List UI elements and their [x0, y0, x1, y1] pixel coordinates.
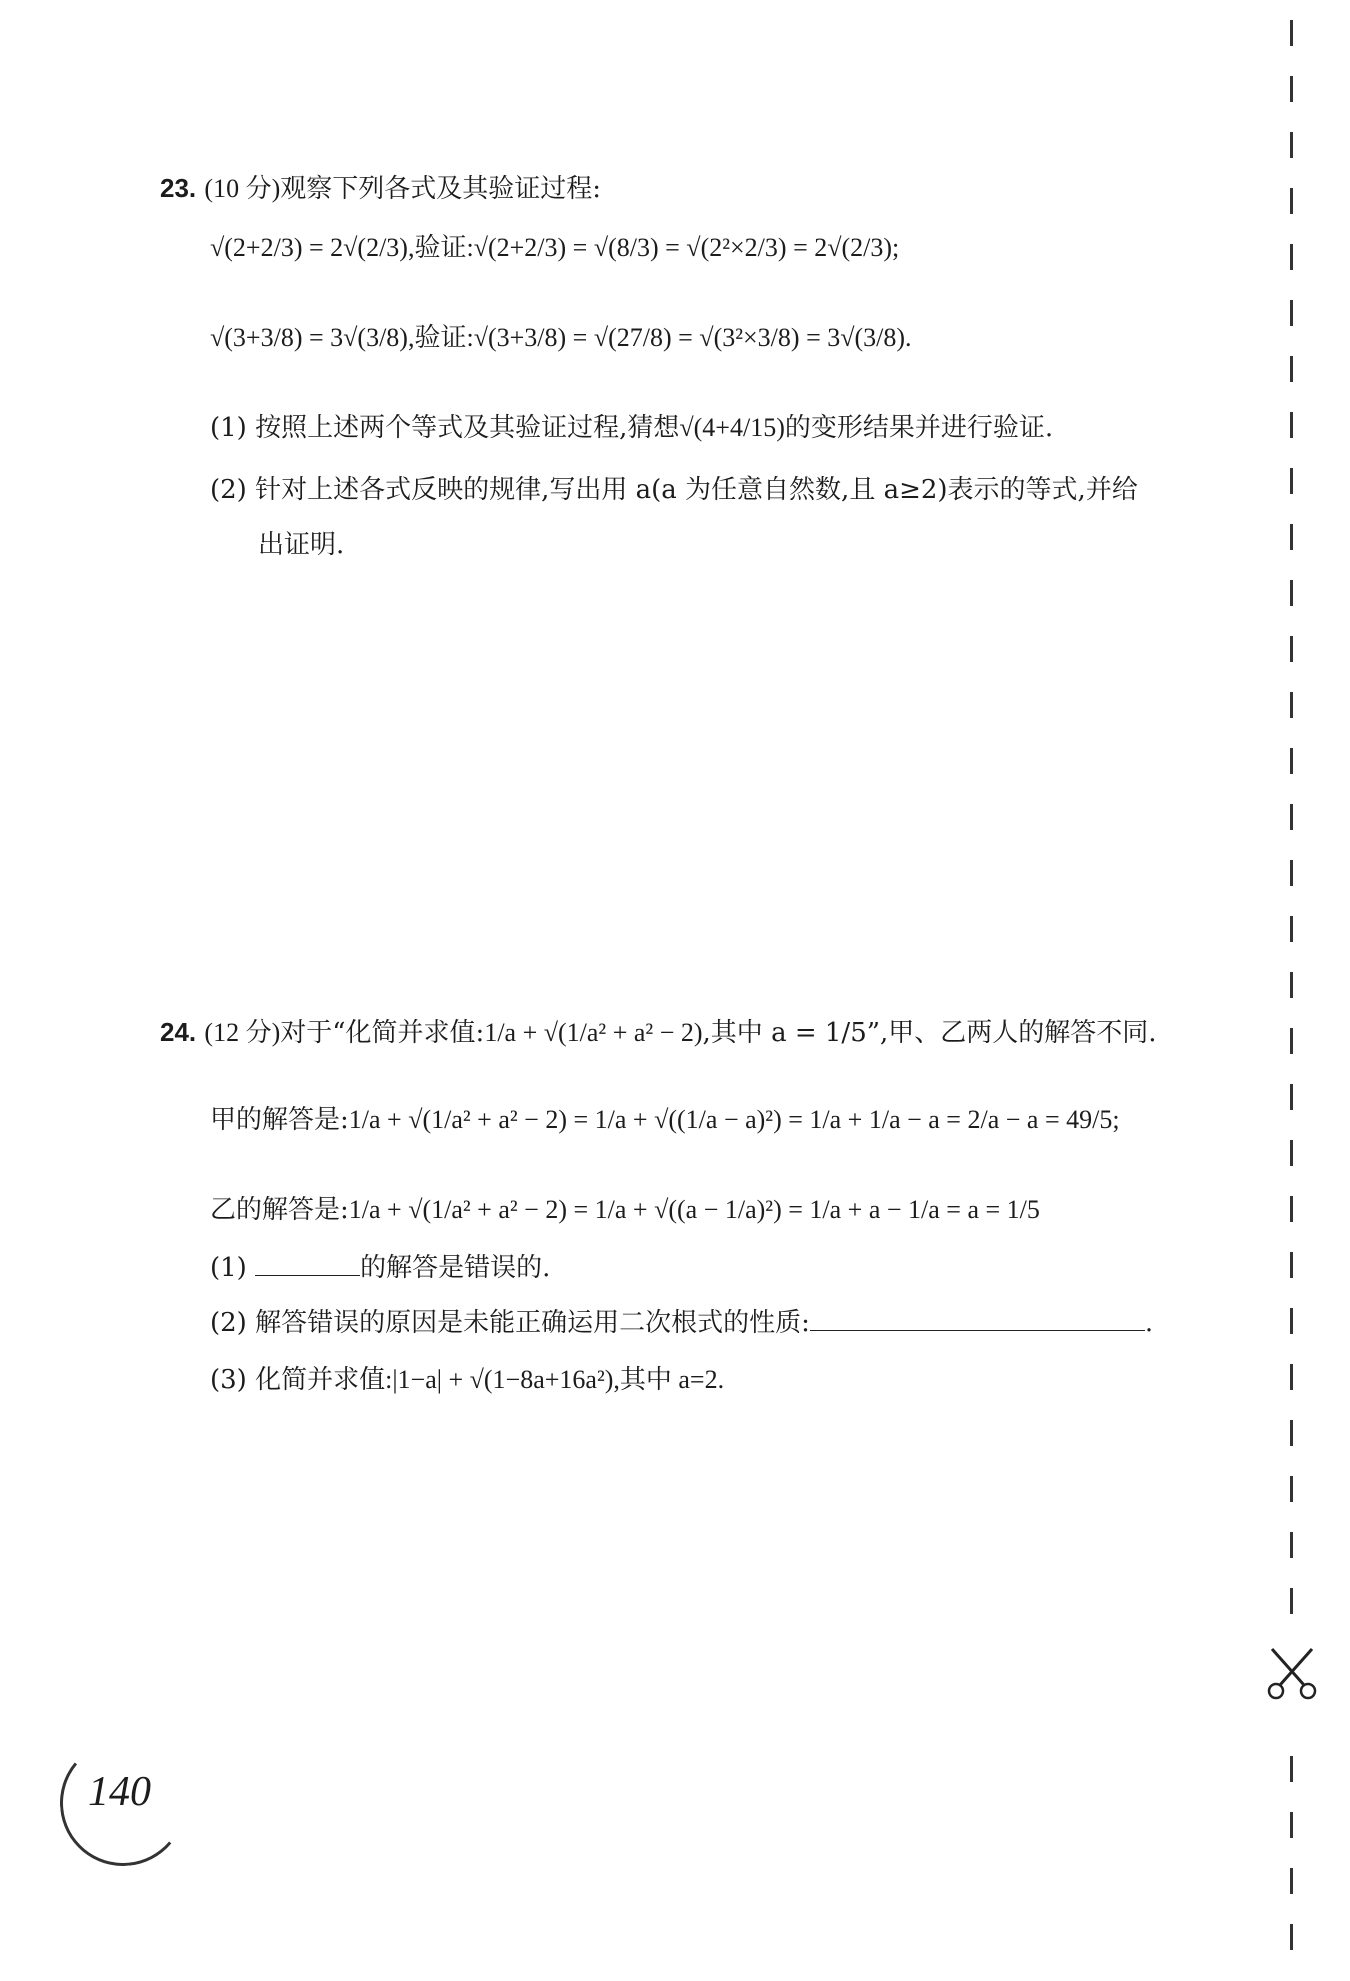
q23-line2-lhs: √(3+3/8) = 3√(3/8) [210, 323, 408, 352]
q23-line1-lhs: √(2+2/3) = 2√(2/3) [210, 233, 408, 262]
q23-number: 23. [160, 173, 197, 203]
cut-line-dash [1290, 1364, 1293, 1390]
q23-line1 [210, 228, 899, 268]
q24-sub3-label: (3) [210, 1365, 247, 1395]
q23-sub1 [210, 408, 1053, 448]
q23-sub2-text: 针对上述各式反映的规律,写出用 a(a 为任意自然数,且 a≥2)表示的等式,并给 [255, 475, 1138, 505]
q24-sub1-text: 的解答是错误的. [360, 1253, 551, 1283]
cut-line-dash [1290, 1308, 1293, 1334]
q24-sub3-text: 化简并求值:|1−a| + √(1−8a+16a²),其中 a=2. [255, 1365, 725, 1394]
q24-prompt-a: 对于“化简并求值: [280, 1018, 485, 1048]
cut-line-dash [1290, 132, 1293, 158]
q24-yi-label: 乙的解答是: [210, 1195, 349, 1225]
scissors-icon [1264, 1645, 1320, 1701]
cut-line-dash [1290, 188, 1293, 214]
q23-score: (10 分) [204, 174, 281, 203]
q23-line2 [210, 318, 912, 358]
q23-header [160, 168, 601, 209]
cut-line-dash [1290, 412, 1293, 438]
q23-sub1-text-a: 按照上述两个等式及其验证过程,猜想 [255, 413, 680, 443]
cut-line-dash [1290, 1588, 1293, 1614]
cut-line-dash [1290, 356, 1293, 382]
cut-line-dash [1290, 1924, 1293, 1950]
q24-sub1 [210, 1248, 550, 1288]
q23-prompt: 观察下列各式及其验证过程: [280, 174, 602, 204]
q23-line2-rhs: √(3+3/8) = √(27/8) = √(3²×3/8) = 3√(3/8). [473, 323, 912, 352]
cut-line-dash [1290, 860, 1293, 886]
q24-prompt-b: ,其中 a = 1/5”,甲、乙两人的解答不同. [702, 1018, 1157, 1048]
q24-jia [210, 1100, 1120, 1140]
cut-line-dash [1290, 972, 1293, 998]
cut-line-dash [1290, 468, 1293, 494]
cut-line-dash [1290, 804, 1293, 830]
q24-yi [210, 1190, 1040, 1230]
q24-sub2-label: (2) [210, 1308, 247, 1338]
cut-line-dash [1290, 1812, 1293, 1838]
cut-line-dash [1290, 580, 1293, 606]
cut-line-dash [1290, 636, 1293, 662]
q24-prompt-math: 1/a + √(1/a² + a² − 2) [484, 1018, 703, 1047]
cut-line-dash [1290, 1196, 1293, 1222]
q24-jia-math: 1/a + √(1/a² + a² − 2) = 1/a + √((1/a − a)²) = 1/a + 1/a − a = 2/a − a = 49/5; [348, 1105, 1120, 1134]
page-number: 140 [88, 1769, 151, 1815]
cut-line-dash [1290, 1756, 1293, 1782]
cut-line-dash [1290, 1868, 1293, 1894]
cut-line-dash [1290, 748, 1293, 774]
cut-line-dash [1290, 20, 1293, 46]
q24-sub1-blank[interactable] [255, 1251, 360, 1276]
q23-sub2-cont: 出证明. [258, 530, 345, 560]
q23-line1-rhs: √(2+2/3) = √(8/3) = √(2²×2/3) = 2√(2/3); [473, 233, 900, 262]
q24-jia-label: 甲的解答是: [210, 1105, 349, 1135]
cut-line-dash [1290, 916, 1293, 942]
q24-number: 24. [160, 1017, 197, 1047]
q24-sub2-end: . [1144, 1308, 1154, 1338]
q23-sub1-text-b: 的变形结果并进行验证. [784, 413, 1054, 443]
q23-line2-verify: ,验证: [407, 323, 474, 352]
q23-sub2-label: (2) [210, 475, 247, 505]
cut-line-dash [1290, 692, 1293, 718]
cut-line-dash [1290, 1252, 1293, 1278]
cut-line-dash [1290, 1140, 1293, 1166]
cut-line-dash [1290, 300, 1293, 326]
cut-line-dash [1290, 524, 1293, 550]
q24-header [160, 1012, 1157, 1053]
q24-yi-math: 1/a + √(1/a² + a² − 2) = 1/a + √((a − 1/a)²) = 1/a + a − 1/a = a = 1/5 [348, 1195, 1040, 1224]
q23-sub1-math: √(4+4/15) [679, 413, 785, 442]
q24-sub2-blank[interactable] [810, 1306, 1145, 1331]
cut-line-dash [1290, 1532, 1293, 1558]
q23-sub1-label: (1) [210, 413, 247, 443]
cut-line-dash [1290, 1420, 1293, 1446]
q24-sub3 [210, 1360, 724, 1400]
cut-line-dash [1290, 1028, 1293, 1054]
cut-line-dash [1290, 1084, 1293, 1110]
q24-score: (12 分) [204, 1018, 281, 1047]
q24-sub2 [210, 1303, 1153, 1343]
q23-line1-verify: ,验证: [407, 233, 474, 262]
cut-line-dash [1290, 76, 1293, 102]
cut-line-dash [1290, 1476, 1293, 1502]
q24-sub2-text: 解答错误的原因是未能正确运用二次根式的性质: [255, 1308, 810, 1338]
q24-sub1-label: (1) [210, 1253, 247, 1283]
cut-line-dash [1290, 244, 1293, 270]
q23-sub2 [210, 470, 1138, 510]
